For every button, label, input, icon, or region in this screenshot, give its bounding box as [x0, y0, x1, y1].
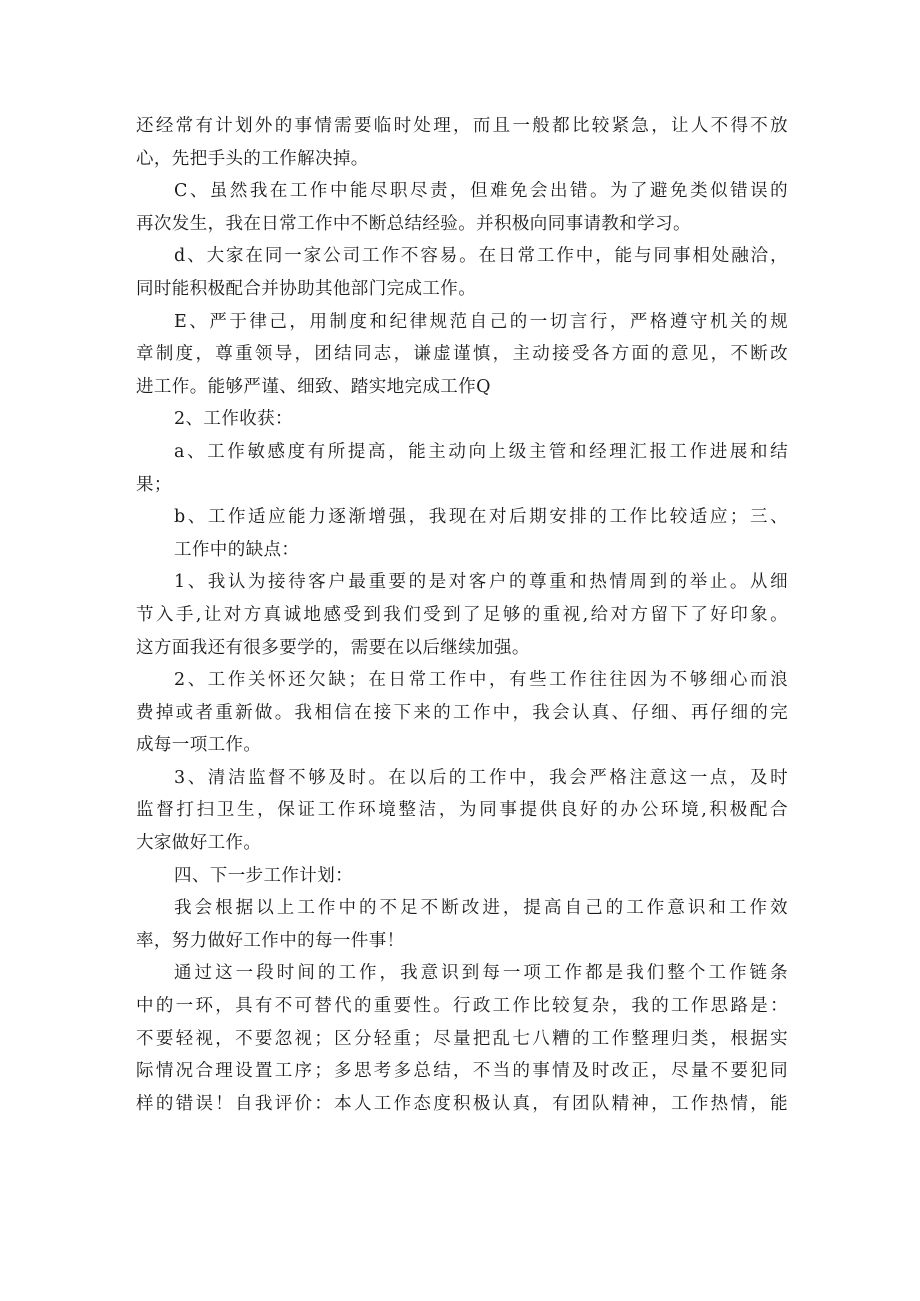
text-line: 通过这一段时间的工作，我意识到每一项工作都是我们整个工作链条: [174, 963, 788, 984]
text-line: 工作中的缺点：: [174, 539, 300, 560]
text-line: 监督打扫卫生，保证工作环境整洁，为同事提供良好的办公环境,积极配合: [136, 800, 788, 821]
text-line: 这方面我还有很多要学的，需要在以后继续加强。: [136, 637, 530, 658]
text-line: 中的一环，具有不可替代的重要性。行政工作比较复杂，我的工作思路是：: [136, 996, 788, 1017]
text-line: 四、下一步工作计划：: [174, 865, 353, 886]
text-line: 际情况合理设置工序；多思考多总结，不当的事情及时改正，尽量不要犯同: [136, 1061, 788, 1082]
text-line: 率，努力做好工作中的每一件事！: [136, 930, 405, 951]
text-line: 进工作。能够严谨、细致、踏实地完成工作Q: [136, 376, 491, 397]
text-line: 我会根据以上工作中的不足不断改进，提高自己的工作意识和工作效: [174, 898, 788, 919]
text-line: b、工作适应能力逐渐增强，我现在对后期安排的工作比较适应；三、: [174, 507, 788, 528]
text-line: 同时能积极配合并协助其他部门完成工作。: [136, 278, 477, 299]
text-line: a、工作敏感度有所提高，能主动向上级主管和经理汇报工作进展和结: [174, 441, 788, 462]
text-line: 2、工作关怀还欠缺；在日常工作中，有些工作往往因为不够细心而浪: [174, 670, 788, 691]
text-line: 心，先把手头的工作解决掉。: [136, 148, 369, 169]
text-line: 节入手,让对方真诚地感受到我们受到了足够的重视,给对方留下了好印象。: [136, 604, 788, 625]
text-line: 成每一项工作。: [136, 735, 262, 756]
text-line: 1、我认为接待客户最重要的是对客户的尊重和热情周到的举止。从细: [174, 572, 788, 593]
text-line: 费掉或者重新做。我相信在接下来的工作中，我会认真、仔细、再仔细的完: [136, 702, 788, 723]
text-line: 章制度，尊重领导，团结同志，谦虚谨慎，主动接受各方面的意见，不断改: [136, 344, 788, 365]
text-line: 不要轻视，不要忽视；区分轻重；尽量把乱七八糟的工作整理归类，根据实: [136, 1028, 788, 1049]
text-line: C、虽然我在工作中能尽职尽责，但难免会出错。为了避免类似错误的: [174, 181, 788, 202]
text-line: 3、清洁监督不够及时。在以后的工作中，我会严格注意这一点，及时: [174, 767, 788, 788]
document-body: [136, 110, 788, 1120]
text-line: 大家做好工作。: [136, 833, 262, 854]
text-line: d、大家在同一家公司工作不容易。在日常工作中，能与同事相处融洽，: [174, 246, 788, 267]
text-line: 2、工作收获：: [174, 409, 293, 430]
text-line: 果；: [136, 474, 172, 495]
text-line: 还经常有计划外的事情需要临时处理，而且一般都比较紧急，让人不得不放: [136, 116, 788, 136]
text-line: 再次发生，我在日常工作中不断总结经验。并积极向同事请教和学习。: [136, 213, 691, 234]
text-line: E、严于律己，用制度和纪律规范自己的一切言行，严格遵守机关的规: [174, 311, 788, 332]
text-line: 样的错误！自我评价：本人工作态度积极认真，有团队精神，工作热情，能: [136, 1093, 788, 1114]
